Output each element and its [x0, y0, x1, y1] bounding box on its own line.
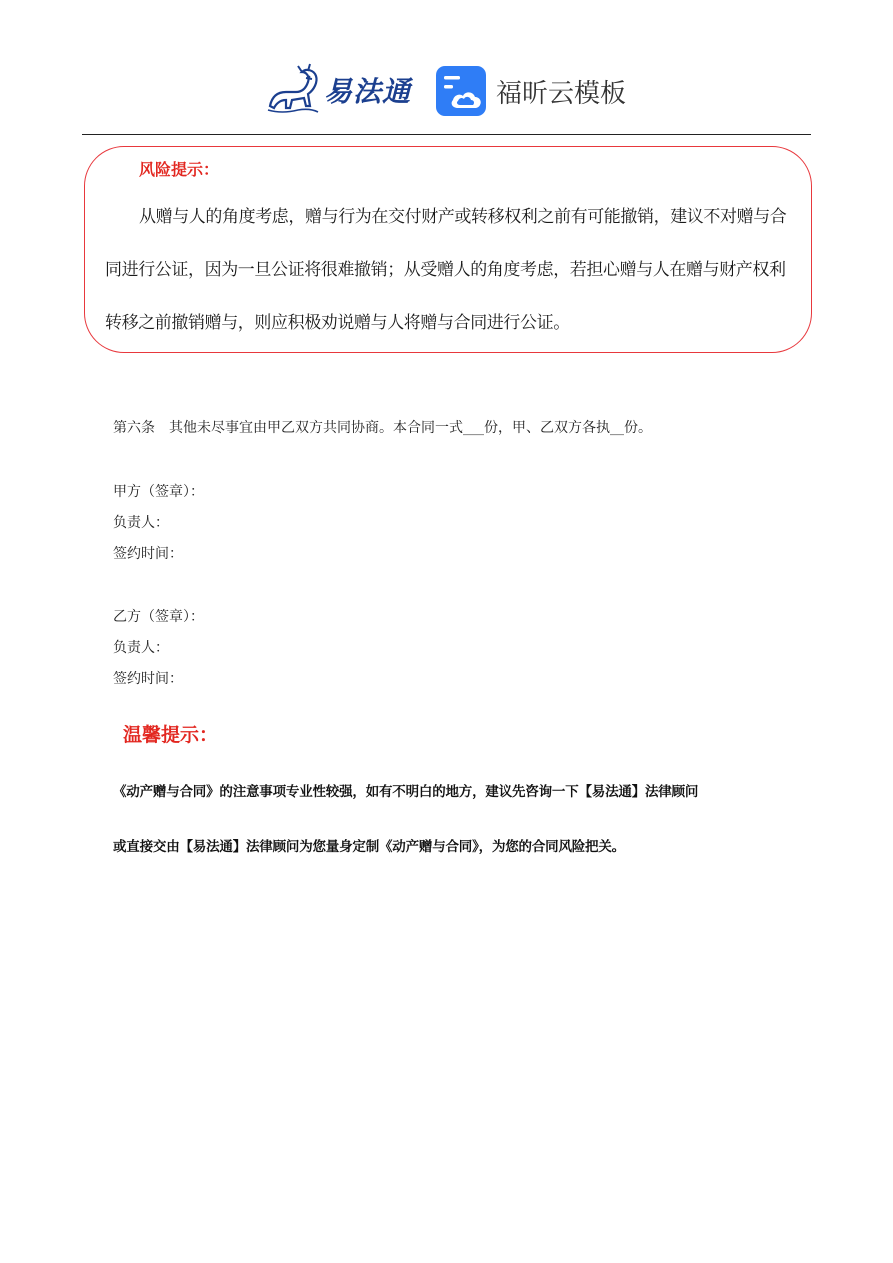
- party-a-signature-label: 甲方（签章）：: [113, 484, 204, 500]
- warm-tip-line-2: 或直接交由【易法通】法律顾问为您量身定制《动产赠与合同》，为您的合同风险把关。: [113, 839, 625, 855]
- party-b-person-label: 负责人：: [113, 640, 169, 656]
- party-a-person-label: 负责人：: [113, 515, 169, 531]
- qilin-logo-icon: [262, 62, 322, 118]
- brand1-name: 易法通: [324, 75, 412, 108]
- party-b-signature-label: 乙方（签章）：: [113, 609, 204, 625]
- warm-tip-title: 温馨提示：: [123, 724, 219, 746]
- party-b-date-label: 签约时间：: [113, 671, 183, 687]
- page-header: [0, 60, 893, 122]
- brand2-name: 福昕云模板: [496, 78, 627, 109]
- header-divider: [82, 134, 811, 135]
- warm-tip-line-1: 《动产赠与合同》的注意事项专业性较强，如有不明白的地方，建议先咨询一下【易法通】法律顾问: [113, 784, 699, 800]
- risk-notice-title: 风险提示：: [139, 160, 220, 179]
- risk-notice-box: [84, 146, 812, 353]
- party-a-date-label: 签约时间：: [113, 546, 183, 562]
- clause-6: 第六条 其他未尽事宜由甲乙双方共同协商。本合同一式___份，甲、乙双方各执__份。: [113, 420, 652, 436]
- yifatong-brand: [262, 62, 411, 118]
- foxit-template-brand: [436, 65, 626, 117]
- risk-notice-body: 从赠与人的角度考虑，赠与行为在交付财产或转移权利之前有可能撤销，建议不对赠与合同进行公证，因为一旦公证将很难撤销；从受赠人的角度考虑，若担心赠与人在赠与财产权利转移之前撤销赠与，则应积极劝说赠与人将赠与合同进行公证。: [105, 207, 787, 333]
- foxit-cloud-logo-icon: [436, 66, 486, 116]
